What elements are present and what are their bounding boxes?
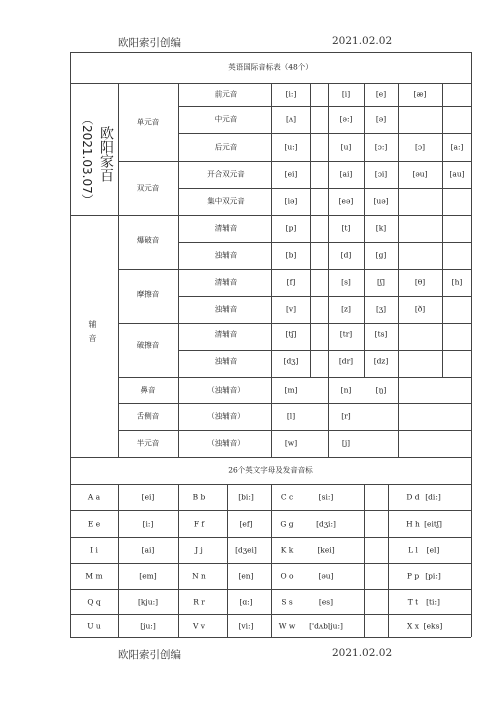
alphabet-pronunciation: [eitʃ]: [424, 518, 442, 528]
header-right: 2021.02.02: [332, 35, 393, 47]
alphabet-letter: V v: [192, 620, 206, 630]
grid-line-v: [364, 83, 365, 377]
alphabet-letter: D d: [406, 492, 420, 502]
alphabet-letter: U u: [87, 620, 101, 630]
alphabet-letter: H h: [406, 518, 420, 528]
label-voiceless-affricate: 清辅音: [214, 329, 238, 339]
vowel-front-symbol: [i:]: [285, 89, 297, 99]
alphabet-title: 26个英文字母及发音音标: [228, 465, 313, 475]
grid-line-h: [118, 269, 471, 270]
grid-line-v: [328, 377, 329, 457]
alphabet-pronunciation: [eks]: [423, 620, 443, 630]
vowel-front-symbol: [æ]: [413, 89, 427, 99]
alphabet-letter: Q q: [87, 596, 101, 606]
alphabet-letter: E e: [87, 518, 101, 528]
vowel-front-symbol: [e]: [375, 89, 387, 99]
diphthong-centring-symbol: [eə]: [338, 196, 354, 206]
alphabet-pronunciation: [ɑ:]: [239, 596, 253, 606]
grid-line-v: [271, 484, 272, 637]
diphthong-closing-symbol: [ai]: [339, 169, 353, 179]
affricate-voiceless-symbol: [tr]: [339, 329, 353, 339]
alphabet-letter: W w: [278, 620, 296, 630]
grid-line-v: [118, 83, 119, 457]
footer-right: 2021.02.02: [332, 647, 393, 659]
alphabet-letter: G g: [280, 518, 294, 528]
grid-line-v: [471, 52, 472, 457]
affricate-voiceless-symbol: [tʃ]: [285, 329, 297, 339]
side-date: （2021.03.07）: [80, 113, 94, 206]
alphabet-letter: C c: [280, 492, 294, 502]
label-voiced-affricate: 浊辅音: [214, 356, 238, 366]
fricative-voiceless-symbol: [h]: [451, 277, 463, 287]
alphabet-pronunciation: [ei]: [141, 492, 155, 502]
grid-line-h: [178, 106, 471, 107]
plosive-voiced-symbol: [b]: [285, 250, 297, 260]
label-affricate: 破擦音: [136, 340, 160, 350]
grid-line-h: [178, 350, 471, 351]
table-title: 英语国际音标表（48个）: [228, 62, 313, 72]
fricative-voiceless-symbol: [ʃ]: [377, 277, 385, 287]
label-front-vowel: 前元音: [214, 89, 238, 99]
grid-line-h: [118, 430, 471, 431]
alphabet-pronunciation: [ti:]: [426, 596, 440, 606]
semivowel-symbol: [w]: [284, 438, 298, 448]
grid-line-h: [178, 133, 471, 134]
grid-line-h: [178, 296, 471, 297]
fricative-voiced-symbol: [ð]: [414, 304, 426, 314]
vowel-mid-symbol: [ʌ]: [285, 114, 297, 124]
fricative-voiced-symbol: [v]: [285, 304, 297, 314]
nasal-symbol: [ŋ]: [375, 385, 387, 395]
plosive-voiced-symbol: [g]: [375, 250, 387, 260]
grid-line-v: [328, 83, 329, 377]
diphthong-centring-symbol: [iə]: [284, 196, 298, 206]
label-nasal-note: （浊辅音）: [207, 385, 245, 395]
grid-line-v: [388, 484, 389, 637]
alphabet-letter: T t: [407, 596, 419, 606]
grid-line-v: [471, 457, 472, 637]
grid-line-h: [178, 242, 471, 243]
grid-line-h: [118, 323, 471, 324]
grid-line-h: [118, 161, 471, 162]
grid-line-h: [178, 188, 471, 189]
fricative-voiceless-symbol: [θ]: [414, 277, 426, 287]
vowel-back-symbol: [u]: [340, 142, 352, 152]
alphabet-pronunciation: [el]: [426, 545, 440, 555]
grid-line-v: [398, 83, 399, 377]
grid-line-v: [118, 484, 119, 637]
diphthong-closing-symbol: [au]: [449, 169, 465, 179]
alphabet-pronunciation: [ai]: [141, 545, 155, 555]
alphabet-pronunciation: [es]: [318, 596, 334, 606]
alphabet-letter: A a: [87, 492, 101, 502]
grid-line-h: [70, 637, 471, 638]
alphabet-pronunciation: [ef]: [239, 518, 253, 528]
label-nasal: 鼻音: [140, 385, 156, 395]
affricate-voiced-symbol: [dʒ]: [283, 356, 299, 366]
nasal-symbol: [m]: [284, 385, 298, 395]
alphabet-pronunciation: [ju:]: [140, 620, 156, 630]
alphabet-letter: K k: [280, 545, 294, 555]
grid-line-v: [364, 484, 365, 637]
label-semivowel: 半元音: [136, 438, 160, 448]
alphabet-letter: L l: [408, 545, 418, 555]
plosive-voiceless-symbol: [t]: [341, 223, 351, 233]
label-voiced-fricative: 浊辅音: [214, 304, 238, 314]
grid-line-v: [227, 484, 228, 637]
alphabet-letter: P p: [406, 571, 420, 581]
alphabet-letter: I i: [90, 545, 98, 555]
alphabet-pronunciation: [si:]: [318, 492, 334, 502]
label-diphthong: 双元音: [136, 183, 160, 193]
alphabet-pronunciation: [vi:]: [238, 620, 254, 630]
diphthong-closing-symbol: [ei]: [284, 169, 298, 179]
diphthong-centring-symbol: [uə]: [373, 196, 389, 206]
alphabet-pronunciation: [pi:]: [425, 571, 441, 581]
alphabet-letter: X x: [407, 620, 419, 630]
lateral-symbol: [r]: [341, 411, 351, 421]
side-author-name: 欧阳家百: [98, 126, 114, 182]
alphabet-letter: N n: [192, 571, 206, 581]
vowel-mid-symbol: [ə:]: [339, 114, 353, 124]
fricative-voiceless-symbol: [s]: [341, 277, 351, 287]
label-lateral: 舌侧音: [136, 411, 160, 421]
grid-line-h: [118, 403, 471, 404]
fricative-voiced-symbol: [ʒ]: [375, 304, 387, 314]
header-left: 欧阳索引创编: [118, 37, 181, 49]
grid-line-v: [178, 83, 179, 457]
alphabet-letter: J j: [195, 545, 203, 555]
label-voiced-plosive: 浊辅音: [214, 250, 238, 260]
fricative-voiced-symbol: [z]: [341, 304, 351, 314]
alphabet-pronunciation: [di:]: [425, 492, 441, 502]
semivowel-symbol: [j]: [341, 438, 351, 448]
grid-line-v: [178, 484, 179, 637]
grid-line-v: [442, 83, 443, 377]
grid-line-h: [70, 52, 471, 53]
alphabet-pronunciation: [dʒi:]: [316, 518, 336, 528]
alphabet-pronunciation: [bi:]: [238, 492, 254, 502]
grid-line-v: [70, 457, 71, 637]
alphabet-pronunciation: [en]: [238, 571, 254, 581]
label-closing-diphthong: 开合双元音: [207, 169, 245, 179]
grid-line-h: [70, 457, 471, 458]
vowel-mid-symbol: [ə]: [375, 114, 387, 124]
label-monophthong: 单元音: [136, 117, 160, 127]
nasal-symbol: [n]: [340, 385, 352, 395]
label-back-vowel: 后元音: [214, 142, 238, 152]
alphabet-pronunciation: [kju:]: [137, 596, 159, 606]
grid-line-v: [398, 377, 399, 457]
alphabet-letter: R r: [193, 596, 205, 606]
grid-line-v: [310, 83, 311, 377]
label-plosive: 爆破音: [136, 235, 160, 245]
grid-line-v: [271, 377, 272, 457]
plosive-voiceless-symbol: [p]: [285, 223, 297, 233]
plosive-voiced-symbol: [d]: [340, 250, 352, 260]
vowel-back-symbol: [u:]: [284, 142, 298, 152]
alphabet-letter: M m: [85, 571, 103, 581]
plosive-voiceless-symbol: [k]: [375, 223, 387, 233]
affricate-voiced-symbol: [dr]: [338, 356, 354, 366]
consonant-label: 辅音: [88, 320, 97, 348]
fricative-voiceless-symbol: [f]: [286, 277, 296, 287]
alphabet-pronunciation: ['dʌblju:]: [309, 620, 343, 630]
grid-line-v: [271, 83, 272, 377]
affricate-voiced-symbol: [dz]: [373, 356, 389, 366]
label-voiceless-fricative: 清辅音: [214, 277, 238, 287]
alphabet-pronunciation: [əu]: [318, 571, 334, 581]
lateral-symbol: [l]: [286, 411, 296, 421]
label-lateral-note: （浊辅音）: [207, 411, 245, 421]
alphabet-pronunciation: [i:]: [142, 518, 154, 528]
vowel-front-symbol: [i]: [341, 89, 351, 99]
diphthong-closing-symbol: [əu]: [412, 169, 428, 179]
alphabet-letter: B b: [192, 492, 206, 502]
alphabet-pronunciation: [dʒei]: [235, 545, 257, 555]
vowel-back-symbol: [a:]: [450, 142, 464, 152]
label-fricative: 摩擦音: [136, 289, 160, 299]
label-semivowel-note: （浊辅音）: [207, 438, 245, 448]
vowel-back-symbol: [ɔ:]: [374, 142, 388, 152]
label-mid-vowel: 中元音: [214, 114, 238, 124]
alphabet-pronunciation: [em]: [139, 571, 157, 581]
alphabet-letter: F f: [193, 518, 205, 528]
affricate-voiceless-symbol: [ts]: [374, 329, 388, 339]
alphabet-pronunciation: [kei]: [317, 545, 335, 555]
vowel-back-symbol: [ɔ]: [414, 142, 426, 152]
diphthong-closing-symbol: [ɔi]: [374, 169, 388, 179]
label-voiceless-plosive: 清辅音: [214, 223, 238, 233]
alphabet-letter: O o: [280, 571, 294, 581]
alphabet-letter: S s: [281, 596, 293, 606]
footer-left: 欧阳索引创编: [118, 649, 181, 661]
grid-line-h: [118, 377, 471, 378]
grid-line-v: [70, 52, 71, 457]
label-centring-diphthong: 集中双元音: [207, 196, 245, 206]
